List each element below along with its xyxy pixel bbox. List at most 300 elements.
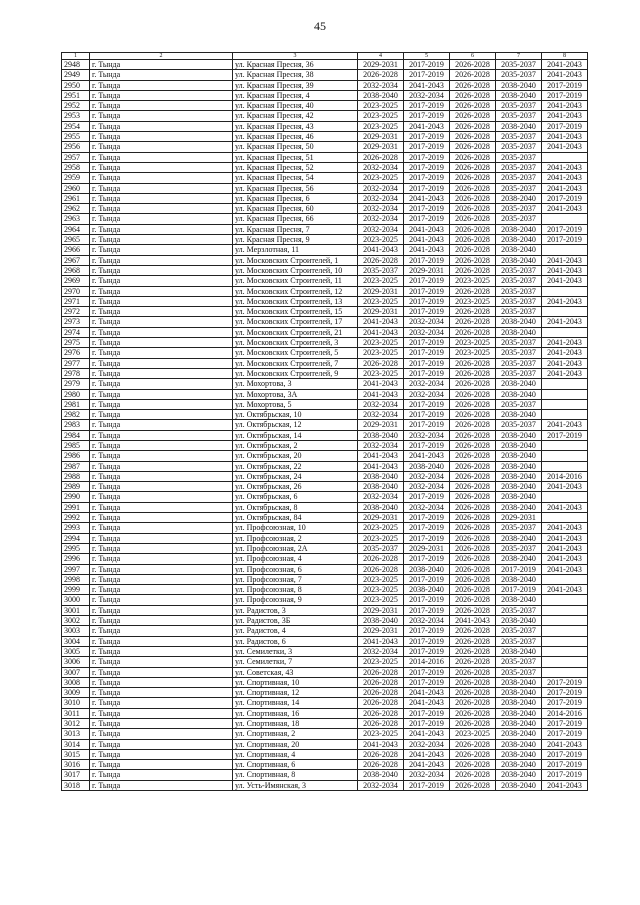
settlement-cell: г. Тында [90,657,233,667]
period-elevator-cell: 2017-2019 [496,564,542,574]
period-elevator-cell: 2035-2037 [496,543,542,553]
settlement-cell: г. Тында [90,513,233,523]
period-roof-cell: 2023-2025 [358,338,404,348]
period-elevator-cell: 2038-2040 [496,389,542,399]
period-facade-cell: 2032-2034 [404,502,450,512]
row-number-cell: 3012 [62,719,90,729]
period-other-cell: 2041-2043 [542,358,588,368]
period-roof-cell: 2023-2025 [358,111,404,121]
table-row [62,770,588,780]
period-elevator-cell: 2035-2037 [496,399,542,409]
row-number-cell: 2977 [62,358,90,368]
period-other-cell: 2041-2043 [542,70,588,80]
period-elevator-cell: 2035-2037 [496,348,542,358]
address-cell: ул. Красная Пресня, 38 [233,70,358,80]
settlement-cell: г. Тында [90,471,233,481]
address-cell: ул. Октябрьская, 8 [233,502,358,512]
period-elevator-cell: 2035-2037 [496,173,542,183]
period-elevator-cell: 2035-2037 [496,296,542,306]
period-roof-cell: 2029-2031 [358,132,404,142]
table-row [62,688,588,698]
period-other-cell: 2041-2043 [542,183,588,193]
period-utilities-cell: 2023-2025 [450,348,496,358]
address-cell: ул. Красная Пресня, 39 [233,80,358,90]
period-roof-cell: 2032-2034 [358,214,404,224]
period-roof-cell: 2026-2028 [358,719,404,729]
period-roof-cell: 2029-2031 [358,142,404,152]
row-number-cell: 2988 [62,471,90,481]
period-roof-cell: 2041-2043 [358,739,404,749]
period-elevator-cell: 2035-2037 [496,667,542,677]
period-utilities-cell: 2026-2028 [450,688,496,698]
period-facade-cell: 2032-2034 [404,90,450,100]
period-roof-cell: 2038-2040 [358,90,404,100]
table-row [62,255,588,265]
period-elevator-cell: 2035-2037 [496,605,542,615]
row-number-cell: 2953 [62,111,90,121]
period-roof-cell: 2032-2034 [358,80,404,90]
period-utilities-cell: 2026-2028 [450,379,496,389]
period-elevator-cell: 2035-2037 [496,626,542,636]
address-cell: ул. Московских Строителей, 3 [233,338,358,348]
period-elevator-cell: 2038-2040 [496,729,542,739]
period-other-cell: 2041-2043 [542,564,588,574]
row-number-cell: 2993 [62,523,90,533]
settlement-cell: г. Тында [90,636,233,646]
address-cell: ул. Профсоюзная, 10 [233,523,358,533]
period-other-cell: 2041-2043 [542,296,588,306]
period-facade-cell: 2017-2019 [404,677,450,687]
period-elevator-cell: 2038-2040 [496,688,542,698]
period-other-cell [542,214,588,224]
period-roof-cell: 2029-2031 [358,307,404,317]
period-roof-cell: 2026-2028 [358,688,404,698]
period-facade-cell: 2017-2019 [404,101,450,111]
period-elevator-cell: 2035-2037 [496,368,542,378]
period-other-cell: 2041-2043 [542,523,588,533]
period-elevator-cell: 2035-2037 [496,358,542,368]
period-facade-cell: 2032-2034 [404,482,450,492]
address-cell: ул. Красная Пресня, 40 [233,101,358,111]
row-number-cell: 2955 [62,132,90,142]
period-other-cell [542,327,588,337]
address-cell: ул. Усть-Имянская, 3 [233,780,358,790]
row-number-cell: 3015 [62,749,90,759]
table-row [62,410,588,420]
period-roof-cell: 2026-2028 [358,255,404,265]
period-other-cell: 2017-2019 [542,760,588,770]
period-roof-cell: 2026-2028 [358,667,404,677]
period-facade-cell: 2017-2019 [404,60,450,70]
period-facade-cell: 2017-2019 [404,399,450,409]
period-utilities-cell: 2026-2028 [450,101,496,111]
period-utilities-cell: 2026-2028 [450,410,496,420]
period-other-cell: 2014-2016 [542,708,588,718]
period-elevator-cell: 2035-2037 [496,142,542,152]
period-roof-cell: 2041-2043 [358,379,404,389]
row-number-cell: 2949 [62,70,90,80]
address-cell: ул. Октябрьская, 2 [233,440,358,450]
period-facade-cell: 2017-2019 [404,358,450,368]
period-other-cell: 2041-2043 [542,204,588,214]
period-other-cell: 2041-2043 [542,420,588,430]
row-number-cell: 2986 [62,451,90,461]
period-roof-cell: 2023-2025 [358,101,404,111]
settlement-cell: г. Тында [90,502,233,512]
settlement-cell: г. Тында [90,677,233,687]
row-number-cell: 2987 [62,461,90,471]
row-number-cell: 3003 [62,626,90,636]
period-roof-cell: 2035-2037 [358,265,404,275]
period-utilities-cell: 2026-2028 [450,183,496,193]
row-number-cell: 2957 [62,152,90,162]
period-elevator-cell: 2038-2040 [496,451,542,461]
row-number-cell: 2975 [62,338,90,348]
address-cell: ул. Профсоюзная, 6 [233,564,358,574]
period-other-cell: 2041-2043 [542,111,588,121]
period-roof-cell: 2032-2034 [358,224,404,234]
period-other-cell: 2041-2043 [542,338,588,348]
period-elevator-cell: 2035-2037 [496,162,542,172]
period-roof-cell: 2023-2025 [358,657,404,667]
period-facade-cell: 2017-2019 [404,410,450,420]
period-utilities-cell: 2023-2025 [450,338,496,348]
period-elevator-cell: 2038-2040 [496,574,542,584]
period-facade-cell: 2017-2019 [404,636,450,646]
row-number-cell: 3017 [62,770,90,780]
period-utilities-cell: 2026-2028 [450,533,496,543]
period-roof-cell: 2032-2034 [358,780,404,790]
period-facade-cell: 2017-2019 [404,605,450,615]
period-utilities-cell: 2026-2028 [450,626,496,636]
settlement-cell: г. Тында [90,719,233,729]
row-number-cell: 2964 [62,224,90,234]
period-other-cell: 2041-2043 [542,142,588,152]
address-cell: ул. Московских Строителей, 10 [233,265,358,275]
settlement-cell: г. Тында [90,389,233,399]
period-other-cell: 2041-2043 [542,255,588,265]
address-cell: ул. Красная Пресня, 46 [233,132,358,142]
settlement-cell: г. Тында [90,368,233,378]
period-roof-cell: 2041-2043 [358,245,404,255]
row-number-cell: 2980 [62,389,90,399]
column-number-cell: 3 [233,53,358,60]
period-roof-cell: 2026-2028 [358,554,404,564]
address-cell: ул. Спортивная, 20 [233,739,358,749]
table-row [62,70,588,80]
period-utilities-cell: 2023-2025 [450,276,496,286]
period-elevator-cell: 2038-2040 [496,90,542,100]
period-roof-cell: 2023-2025 [358,523,404,533]
period-roof-cell: 2041-2043 [358,636,404,646]
settlement-cell: г. Тында [90,482,233,492]
row-number-cell: 3010 [62,698,90,708]
period-roof-cell: 2029-2031 [358,420,404,430]
period-utilities-cell: 2026-2028 [450,564,496,574]
settlement-cell: г. Тында [90,688,233,698]
period-roof-cell: 2023-2025 [358,276,404,286]
settlement-cell: г. Тында [90,461,233,471]
period-roof-cell: 2038-2040 [358,430,404,440]
table-row [62,616,588,626]
period-utilities-cell: 2026-2028 [450,204,496,214]
settlement-cell: г. Тында [90,410,233,420]
period-utilities-cell: 2041-2043 [450,616,496,626]
period-utilities-cell: 2026-2028 [450,307,496,317]
period-utilities-cell: 2026-2028 [450,245,496,255]
period-facade-cell: 2017-2019 [404,338,450,348]
table-row [62,626,588,636]
settlement-cell: г. Тында [90,739,233,749]
period-elevator-cell: 2017-2019 [496,585,542,595]
table-row [62,235,588,245]
period-roof-cell: 2026-2028 [358,698,404,708]
period-other-cell [542,461,588,471]
period-roof-cell: 2041-2043 [358,389,404,399]
period-roof-cell: 2029-2031 [358,513,404,523]
column-number-row [62,53,588,60]
period-facade-cell: 2017-2019 [404,513,450,523]
address-cell: ул. Радистов, 6 [233,636,358,646]
period-other-cell: 2041-2043 [542,265,588,275]
period-utilities-cell: 2026-2028 [450,193,496,203]
row-number-cell: 3018 [62,780,90,790]
address-cell: ул. Красная Пресня, 7 [233,224,358,234]
period-facade-cell: 2038-2040 [404,585,450,595]
period-facade-cell: 2017-2019 [404,667,450,677]
settlement-cell: г. Тында [90,276,233,286]
period-utilities-cell: 2026-2028 [450,152,496,162]
period-other-cell: 2017-2019 [542,90,588,100]
period-roof-cell: 2026-2028 [358,358,404,368]
period-facade-cell: 2014-2016 [404,657,450,667]
settlement-cell: г. Тында [90,80,233,90]
period-utilities-cell: 2026-2028 [450,760,496,770]
table-row [62,224,588,234]
period-utilities-cell: 2026-2028 [450,719,496,729]
table-row [62,461,588,471]
period-facade-cell: 2038-2040 [404,461,450,471]
settlement-cell: г. Тында [90,204,233,214]
period-other-cell: 2041-2043 [542,101,588,111]
settlement-cell: г. Тында [90,327,233,337]
period-elevator-cell: 2035-2037 [496,152,542,162]
period-utilities-cell: 2026-2028 [450,698,496,708]
period-utilities-cell: 2026-2028 [450,739,496,749]
period-elevator-cell: 2035-2037 [496,214,542,224]
period-elevator-cell: 2038-2040 [496,482,542,492]
address-cell: ул. Октябрьская, 84 [233,513,358,523]
table-row [62,708,588,718]
period-roof-cell: 2041-2043 [358,451,404,461]
table-body [62,60,588,791]
table-row [62,348,588,358]
row-number-cell: 2971 [62,296,90,306]
table-row [62,585,588,595]
address-cell: ул. Октябрьская, 10 [233,410,358,420]
period-roof-cell: 2038-2040 [358,770,404,780]
settlement-cell: г. Тында [90,111,233,121]
table-row [62,574,588,584]
period-elevator-cell: 2038-2040 [496,410,542,420]
table-row [62,451,588,461]
address-cell: ул. Спортивная, 16 [233,708,358,718]
period-elevator-cell: 2038-2040 [496,708,542,718]
row-number-cell: 3011 [62,708,90,718]
settlement-cell: г. Тында [90,214,233,224]
column-number-cell: 2 [90,53,233,60]
period-utilities-cell: 2026-2028 [450,70,496,80]
row-number-cell: 2997 [62,564,90,574]
settlement-cell: г. Тында [90,698,233,708]
period-elevator-cell: 2038-2040 [496,327,542,337]
period-facade-cell: 2032-2034 [404,430,450,440]
address-cell: ул. Красная Пресня, 43 [233,121,358,131]
period-other-cell [542,574,588,584]
settlement-cell: г. Тында [90,585,233,595]
period-utilities-cell: 2026-2028 [450,605,496,615]
row-number-cell: 2996 [62,554,90,564]
period-utilities-cell: 2026-2028 [450,440,496,450]
table-row [62,554,588,564]
table-row [62,245,588,255]
row-number-cell: 2959 [62,173,90,183]
period-utilities-cell: 2026-2028 [450,471,496,481]
table-row [62,657,588,667]
period-facade-cell: 2017-2019 [404,523,450,533]
settlement-cell: г. Тында [90,492,233,502]
settlement-cell: г. Тында [90,286,233,296]
period-facade-cell: 2017-2019 [404,296,450,306]
period-utilities-cell: 2026-2028 [450,399,496,409]
row-number-cell: 2999 [62,585,90,595]
table-row [62,358,588,368]
period-roof-cell: 2026-2028 [358,749,404,759]
period-facade-cell: 2017-2019 [404,574,450,584]
period-elevator-cell: 2035-2037 [496,420,542,430]
row-number-cell: 3000 [62,595,90,605]
table-row [62,523,588,533]
period-facade-cell: 2041-2043 [404,451,450,461]
period-other-cell: 2017-2019 [542,80,588,90]
table-row [62,173,588,183]
table-row [62,338,588,348]
row-number-cell: 2969 [62,276,90,286]
row-number-cell: 3016 [62,760,90,770]
period-facade-cell: 2032-2034 [404,379,450,389]
settlement-cell: г. Тында [90,255,233,265]
period-utilities-cell: 2026-2028 [450,358,496,368]
period-roof-cell: 2032-2034 [358,492,404,502]
period-facade-cell: 2017-2019 [404,111,450,121]
period-roof-cell: 2032-2034 [358,183,404,193]
period-roof-cell: 2035-2037 [358,543,404,553]
table-row [62,564,588,574]
row-number-cell: 2985 [62,440,90,450]
table-row [62,430,588,440]
period-other-cell: 2017-2019 [542,749,588,759]
period-roof-cell: 2023-2025 [358,533,404,543]
table-row [62,142,588,152]
table-row [62,399,588,409]
settlement-cell: г. Тында [90,90,233,100]
row-number-cell: 3013 [62,729,90,739]
period-facade-cell: 2041-2043 [404,80,450,90]
period-roof-cell: 2026-2028 [358,760,404,770]
period-elevator-cell: 2035-2037 [496,204,542,214]
address-cell: ул. Московских Строителей, 21 [233,327,358,337]
address-cell: ул. Московских Строителей, 9 [233,368,358,378]
period-elevator-cell: 2038-2040 [496,121,542,131]
period-other-cell [542,605,588,615]
period-facade-cell: 2017-2019 [404,719,450,729]
period-elevator-cell: 2038-2040 [496,461,542,471]
table-row [62,636,588,646]
period-utilities-cell: 2026-2028 [450,327,496,337]
period-other-cell [542,410,588,420]
period-other-cell: 2017-2019 [542,770,588,780]
address-cell: ул. Красная Пресня, 4 [233,90,358,100]
period-elevator-cell: 2035-2037 [496,265,542,275]
period-elevator-cell: 2038-2040 [496,471,542,481]
settlement-cell: г. Тында [90,564,233,574]
period-facade-cell: 2017-2019 [404,626,450,636]
table-row [62,80,588,90]
period-elevator-cell: 2038-2040 [496,492,542,502]
row-number-cell: 2976 [62,348,90,358]
row-number-cell: 2956 [62,142,90,152]
period-roof-cell: 2023-2025 [358,585,404,595]
period-roof-cell: 2032-2034 [358,399,404,409]
table-row [62,162,588,172]
period-utilities-cell: 2026-2028 [450,461,496,471]
period-other-cell: 2017-2019 [542,688,588,698]
period-roof-cell: 2038-2040 [358,482,404,492]
period-facade-cell: 2017-2019 [404,255,450,265]
row-number-cell: 2960 [62,183,90,193]
period-facade-cell: 2017-2019 [404,214,450,224]
table-row [62,646,588,656]
period-roof-cell: 2041-2043 [358,461,404,471]
period-elevator-cell: 2035-2037 [496,523,542,533]
period-facade-cell: 2017-2019 [404,204,450,214]
address-cell: ул. Московских Строителей, 15 [233,307,358,317]
period-elevator-cell: 2038-2040 [496,739,542,749]
period-elevator-cell: 2038-2040 [496,554,542,564]
address-cell: ул. Мерзлотная, 11 [233,245,358,255]
period-other-cell [542,440,588,450]
settlement-cell: г. Тында [90,451,233,461]
period-facade-cell: 2017-2019 [404,646,450,656]
address-cell: ул. Спортивная, 12 [233,688,358,698]
period-utilities-cell: 2026-2028 [450,502,496,512]
address-cell: ул. Семилетки, 7 [233,657,358,667]
period-roof-cell: 2026-2028 [358,564,404,574]
period-roof-cell: 2029-2031 [358,60,404,70]
column-number-cell: 6 [450,53,496,60]
period-elevator-cell: 2038-2040 [496,780,542,790]
address-cell: ул. Профсоюзная, 8 [233,585,358,595]
column-number-cell: 4 [358,53,404,60]
settlement-cell: г. Тында [90,646,233,656]
table-row [62,307,588,317]
settlement-cell: г. Тында [90,616,233,626]
period-other-cell [542,451,588,461]
period-other-cell: 2041-2043 [542,173,588,183]
period-utilities-cell: 2026-2028 [450,111,496,121]
address-cell: ул. Спортивная, 6 [233,760,358,770]
period-facade-cell: 2017-2019 [404,595,450,605]
